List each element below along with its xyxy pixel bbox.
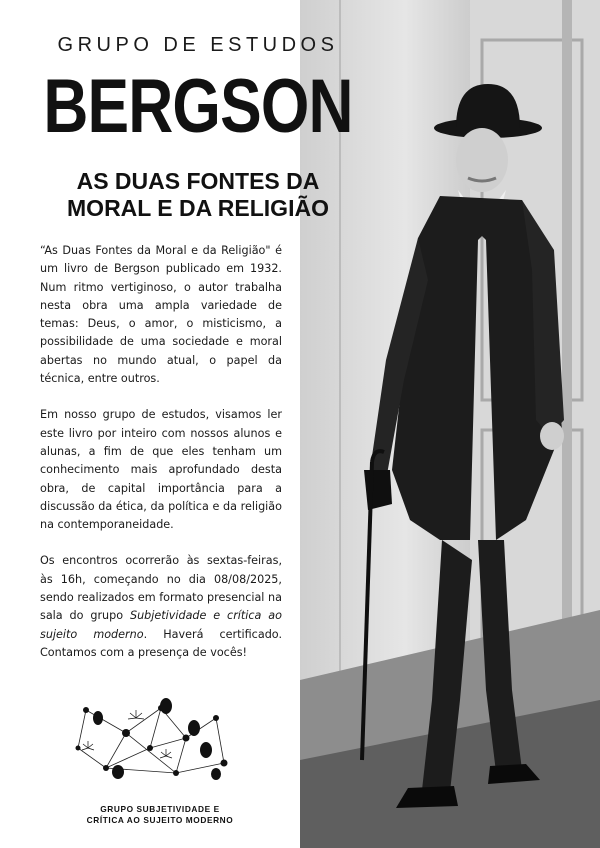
logo-caption-line-2: CRÍTICA AO SUJEITO MODERNO [86,815,234,825]
subtitle-line-1: AS DUAS FONTES DA [76,168,320,194]
group-name-italic: Subjetividade e crítica ao sujeito moderno [40,609,282,641]
logo-caption-line-1: GRUPO SUBJETIVIDADE E [100,804,220,814]
kicker: GRUPO DE ESTUDOS [57,34,339,56]
logo-caption [40,804,280,826]
network-logo-icon [66,688,236,788]
subtitle [0,168,396,222]
paragraph-3-part-a: Os encontros ocorrerão às sextas-feiras, às 16h, começando no dia 08/08/2025, sendo realizados em formato presencial na sala do grupo [40,554,282,623]
body-text [40,242,282,680]
paragraph-3-part-b: . Haverá certificado. Contamos com a presença de vocês! [40,627,282,659]
paragraph-2: Em nosso grupo de estudos, visamos ler este livro por inteiro com nossos alunos e alunas, a fim de que eles tenham um conhecimento mais aprofundado desta obra, de capital importância para a discussão da ética, da política e da religião na contemporaneidade. [40,408,282,532]
paragraph-1: “As Duas Fontes da Moral e da Religião" é um livro de Bergson publicado em 1932. Num ritmo vertiginoso, o autor trabalha nesta obra uma ampla variedade de temas: Deus, o amor, o misticismo, a possibilidade de uma sociedade e moral abertas no mundo atual, o papel da técnica, entre outros. [40,244,282,386]
subtitle-line-2: MORAL E DA RELIGIÃO [67,195,329,221]
paragraph-3 [40,552,282,662]
headline: BERGSON [43,64,353,149]
